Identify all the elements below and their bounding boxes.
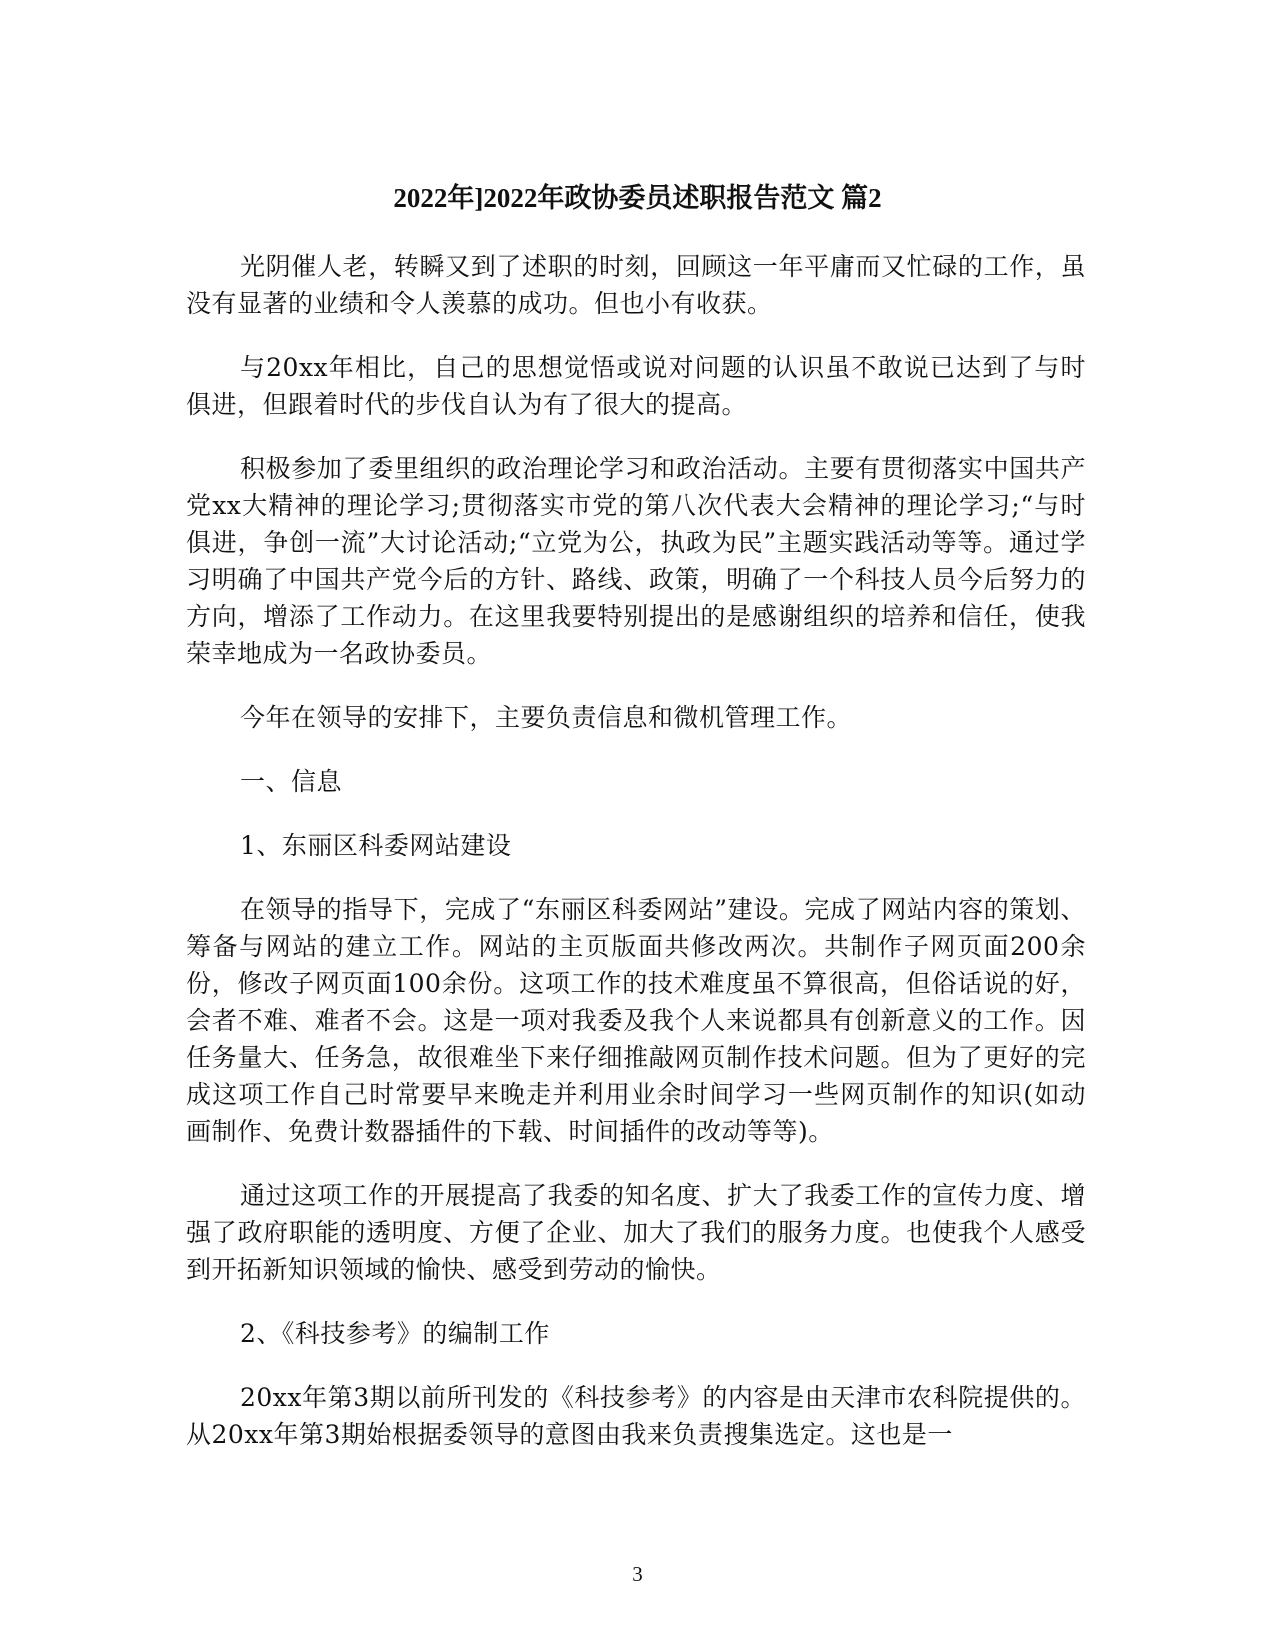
subsection-heading: 1、东丽区科委网站建设 (240, 831, 512, 860)
paragraph: 今年在领导的安排下，主要负责信息和微机管理工作。 (240, 703, 853, 732)
document-body (186, 248, 1086, 1480)
paragraph: 积极参加了委里组织的政治理论学习和政治活动。主要有贯彻落实中国共产党xx大精神的理论学习;贯彻落实市党的第八次代表大会精神的理论学习;“与时俱进，争创一流”大讨论活动;“立党为公，执政为民”主题实践活动等等。通过学习明确了中国共产党今后的方针、路线、政策，明确了一个科技人员今后努力的方向，增添了工作动力。在这里我要特别提出的是感谢组织的培养和信任，使我荣幸地成为一名政协委员。 (186, 454, 1086, 668)
document-title: 2022年]2022年政协委员述职报告范文 篇2 (393, 183, 882, 213)
paragraph: 在领导的指导下，完成了“东丽区科委网站”建设。完成了网站内容的策划、筹备与网站的建立工作。网站的主页版面共修改两次。共制作子网页面200余份，修改子网页面100余份。这项工作的技术难度虽不算很高，但俗话说的好，会者不难、难者不会。这是一项对我委及我个人来说都具有创新意义的工作。因任务量大、任务急，故很难坐下来仔细推敲网页制作技术问题。但为了更好的完成这项工作自己时常要早来晚走并利用业余时间学习一些网页制作的知识(如动画制作、免费计数器插件的下载、时间插件的改动等等)。 (186, 895, 1086, 1146)
section-heading: 一、信息 (240, 767, 343, 796)
paragraph: 与20xx年相比，自己的思想觉悟或说对问题的认识虽不敢说已达到了与时俱进，但跟着时代的步伐自认为有了很大的提高。 (186, 353, 1086, 419)
paragraph: 通过这项工作的开展提高了我委的知名度、扩大了我委工作的宣传力度、增强了政府职能的透明度、方便了企业、加大了我们的服务力度。也使我个人感受到开拓新知识领域的愉快、感受到劳动的愉快。 (186, 1181, 1086, 1284)
subsection-heading: 2、《科技参考》的编制工作 (240, 1319, 550, 1348)
paragraph: 光阴催人老，转瞬又到了述职的时刻，回顾这一年平庸而又忙碌的工作，虽没有显著的业绩和令人羡慕的成功。但也小有收获。 (186, 252, 1086, 318)
page-number: 3 (632, 1562, 643, 1586)
paragraph: 20xx年第3期以前所刊发的《科技参考》的内容是由天津市农科院提供的。从20xx年第3期始根据委领导的意图由我来负责搜集选定。这也是一 (186, 1383, 1086, 1449)
